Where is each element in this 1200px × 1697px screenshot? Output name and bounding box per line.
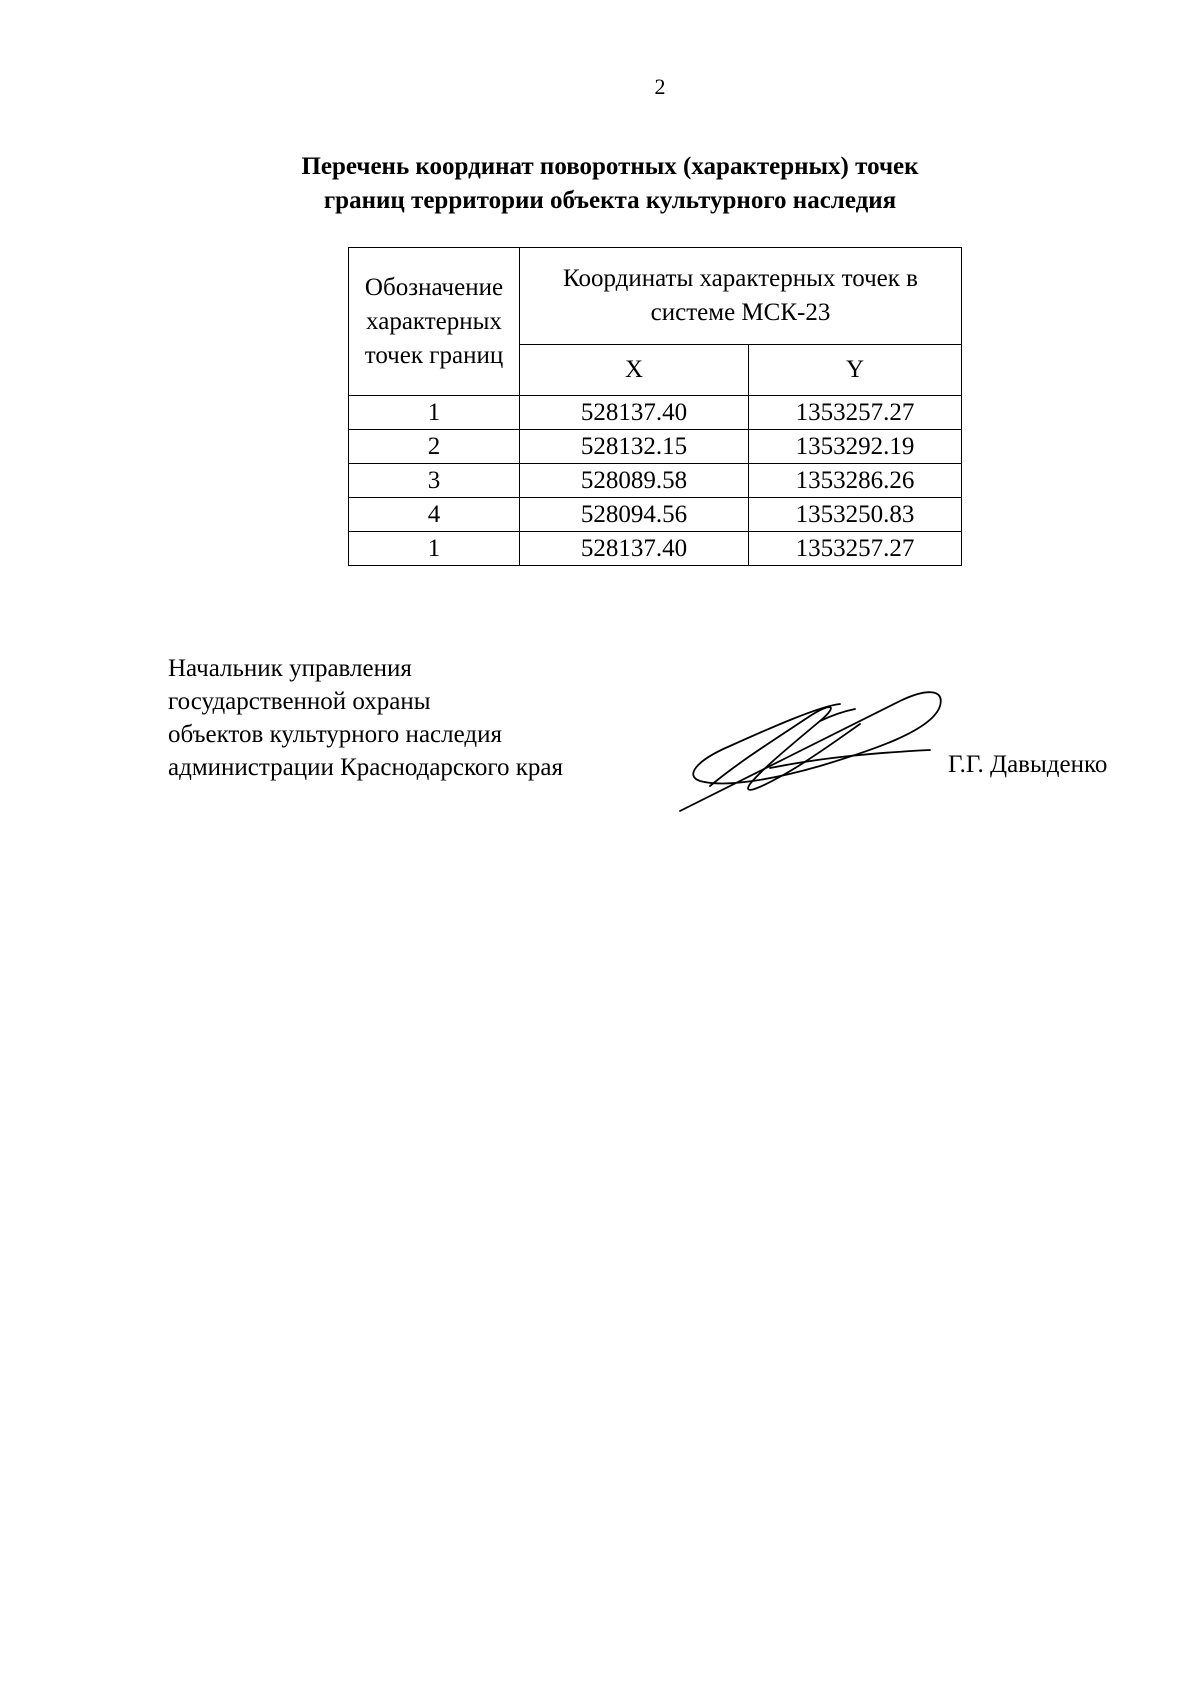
title-line-1: Перечень координат поворотных (характерных) точек bbox=[301, 153, 919, 180]
document-title bbox=[280, 150, 940, 218]
col-y-header: Y bbox=[749, 345, 962, 396]
position-line-2: государственной охраны bbox=[168, 688, 431, 715]
point-cell: 1 bbox=[349, 532, 520, 566]
y-cell: 1353292.19 bbox=[749, 430, 962, 464]
table-row bbox=[349, 430, 962, 464]
table-row bbox=[349, 464, 962, 498]
signer-name: Г.Г. Давыденко bbox=[948, 751, 1108, 778]
table-row bbox=[349, 498, 962, 532]
point-cell: 3 bbox=[349, 464, 520, 498]
col-x-header: X bbox=[520, 345, 749, 396]
x-cell: 528094.56 bbox=[520, 498, 749, 532]
title-line-2: границ территории объекта культурного наследия bbox=[323, 187, 897, 214]
x-cell: 528089.58 bbox=[520, 464, 749, 498]
coords-group-header: Координаты характерных точек в системе МСК-23 bbox=[520, 248, 962, 345]
y-cell: 1353257.27 bbox=[749, 532, 962, 566]
y-cell: 1353257.27 bbox=[749, 396, 962, 430]
y-cell: 1353250.83 bbox=[749, 498, 962, 532]
page-number: 2 bbox=[654, 74, 666, 99]
position-line-3: объектов культурного наследия bbox=[168, 721, 502, 748]
handwritten-signature bbox=[670, 676, 970, 826]
table-row bbox=[349, 532, 962, 566]
y-cell: 1353286.26 bbox=[749, 464, 962, 498]
x-cell: 528132.15 bbox=[520, 430, 749, 464]
point-cell: 1 bbox=[349, 396, 520, 430]
position-line-1: Начальник управления bbox=[168, 655, 412, 682]
col-point-header: Обозначение характерных точек границ bbox=[349, 248, 520, 396]
point-cell: 4 bbox=[349, 498, 520, 532]
position-line-4: администрации Краснодарского края bbox=[168, 754, 564, 781]
coordinates-table bbox=[348, 247, 962, 566]
x-cell: 528137.40 bbox=[520, 532, 749, 566]
point-cell: 2 bbox=[349, 430, 520, 464]
x-cell: 528137.40 bbox=[520, 396, 749, 430]
signer-position bbox=[168, 652, 563, 784]
table-row bbox=[349, 396, 962, 430]
